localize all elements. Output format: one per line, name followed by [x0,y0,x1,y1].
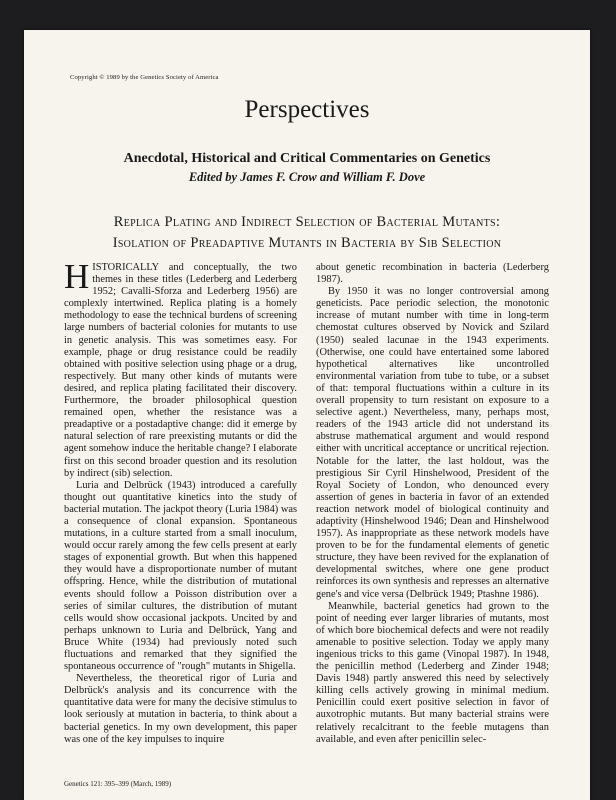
editors-line: Edited by James F. Crow and William F. Dove [188,170,426,184]
article-title-line-1: Replica Plating and Indirect Selection of Bacterial Mutants: [113,214,501,230]
article-title-line-2: Isolation of Preadaptive Mutants in Bacteria by Sib Selection [112,235,502,251]
paragraph: Luria and Delbrück (1943) introduced a carefully thought out quantitative kinetics into the study of bacterial mutation. The jackpot theory (Luria 1984) was a consequence of clonal expansion. Spontaneous mutations, in a culture started from a small inoculum, would occur rarely among the few cells present at early stages of exponential growth. But when this happened they would have a disproportionate number of mutant offspring. Hence, while the distribution of mutational events should follow a Poisson distribution over a series of similar cultures, the distribution of mutant cells would show occasional jackpots. Uncited by and perhaps unknown to Luria and Delbrück, Yang and Bruce White (1934) had previously noted such fluctuations and remarked that they signified the spontaneous occurrence of "rough" mutants in Shigella. [64,479,297,673]
paragraph-text: ISTORICALLY and conceptually, the two themes in these titles (Lederberg and Lederberg 1952; Cavalli-Sforza and Lederberg 1956) are complexly intertwined. Replica plating is a homely methodology to ease the technical burdens of screening large numbers of bacterial colonies for mutants to use in genetic analysis. This was sometimes easy. For example, phage or drug resistance could be readily obtained with positive selection using phage or a drug, respectively. But many other kinds of mutants were desired, and replica plating facilitated their discovery. Furthermore, the broader philosophical question remained open, whether the resistance was a preadaptive or a postadaptive change: did it emerge by natural selection of rare preexisting mutants or did the agent somehow induce the heritable change? I elaborate first on this second broader question and its resolution by indirect (sib) selection. [64,262,297,479]
right-column [316,262,549,746]
article-title [64,212,550,254]
journal-footer: Genetics 121: 395–399 (March, 1989) [64,780,172,788]
left-column [64,257,297,746]
copyright-notice: Copyright © 1989 by the Genetics Society of America [70,74,219,81]
section-subtitle: Anecdotal, Historical and Critical Commentaries on Genetics [123,151,491,166]
paragraph: Meanwhile, bacterial genetics had grown to the point of needing ever larger libraries of mutants, most of which bore biochemical defects and were not readily amenable to positive selection. Today we apply many ingenious tricks to this game (Vinopal 1987). In 1948, the penicillin method (Lederberg and Zinder 1948; Davis 1948) partly answered this need by selectively killing cells actively growing in minimal medium. Penicillin could exert positive selection in favor of auxotrophic mutants. But many bacterial strains were relatively recalcitrant to the feeble mutagens than available, and even after penicillin selec- [316,600,549,745]
paragraph [64,257,297,480]
paragraph: about genetic recombination in bacteria (Lederberg 1987). [316,262,549,286]
paragraph: Nevertheless, the theoretical rigor of Luria and Delbrück's analysis and its concurrence with the quantitative data were for many the decisive stimulus to look seriously at mutation in bacteria, to think about a bacterial genetics. In my own development, this paper was one of the key impulses to inquire [64,673,297,745]
paragraph: By 1950 it was no longer controversial among geneticists. Pace periodic selection, the monotonic increase of mutant number with time in long-term chemostat cultures observed by Novick and Szilard (1950) sealed lacunae in the 1943 experiments. (Otherwise, one could have entertained some labored hypothetical alternatives like uncontrolled environmental variation from tube to tube, or a subset of that: temporal fluctuations within a culture in its overall propensity to turn resistant on exposure to a selective agent.) Nevertheless, many, perhaps most, readers of the 1943 article did not understand its abstruse mathematical argument and would respond either with uncritical acceptance or uncritical rejection. Notable for the latter, the last holdout, was the prestigious Sir Cyril Hinshelwood, President of the Royal Society of London, who denounced every assertion of genes in bacteria in favor of an extended reaction network model of biological continuity and adaptivity (Hinshelwood 1946; Dean and Hinshelwood 1957). As inappropriate as these network models have proven to be for the fundamental elements of genetic structure, they have been revived for the explanation of developmental switches, where one gene product reinforces its own synthesis and represses an alternative gene's and vice versa (Delbrück 1949; Ptashne 1986). [316,286,549,600]
journal-page [24,30,590,800]
drop-cap: H [64,257,90,296]
section-heading: Perspectives [244,96,370,123]
